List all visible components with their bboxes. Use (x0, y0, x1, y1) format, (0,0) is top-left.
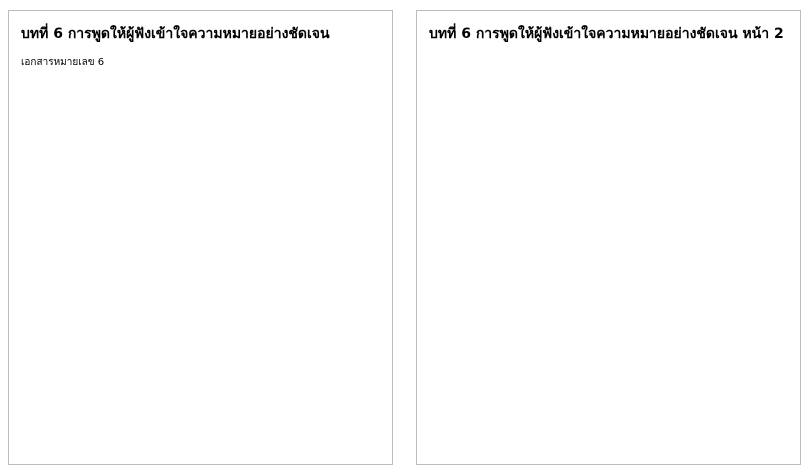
left-title: บทที่ 6 การพูดให้ผู้ฟังเข้าใจความหมายอย่างชัดเจน (21, 26, 330, 42)
page-left (8, 10, 393, 465)
left-subtitle: เอกสารหมายเลข 6 (21, 57, 105, 68)
page-right (416, 10, 801, 465)
right-title: บทที่ 6 การพูดให้ผู้ฟังเข้าใจความหมายอย่างชัดเจน หน้า 2 (429, 26, 784, 42)
